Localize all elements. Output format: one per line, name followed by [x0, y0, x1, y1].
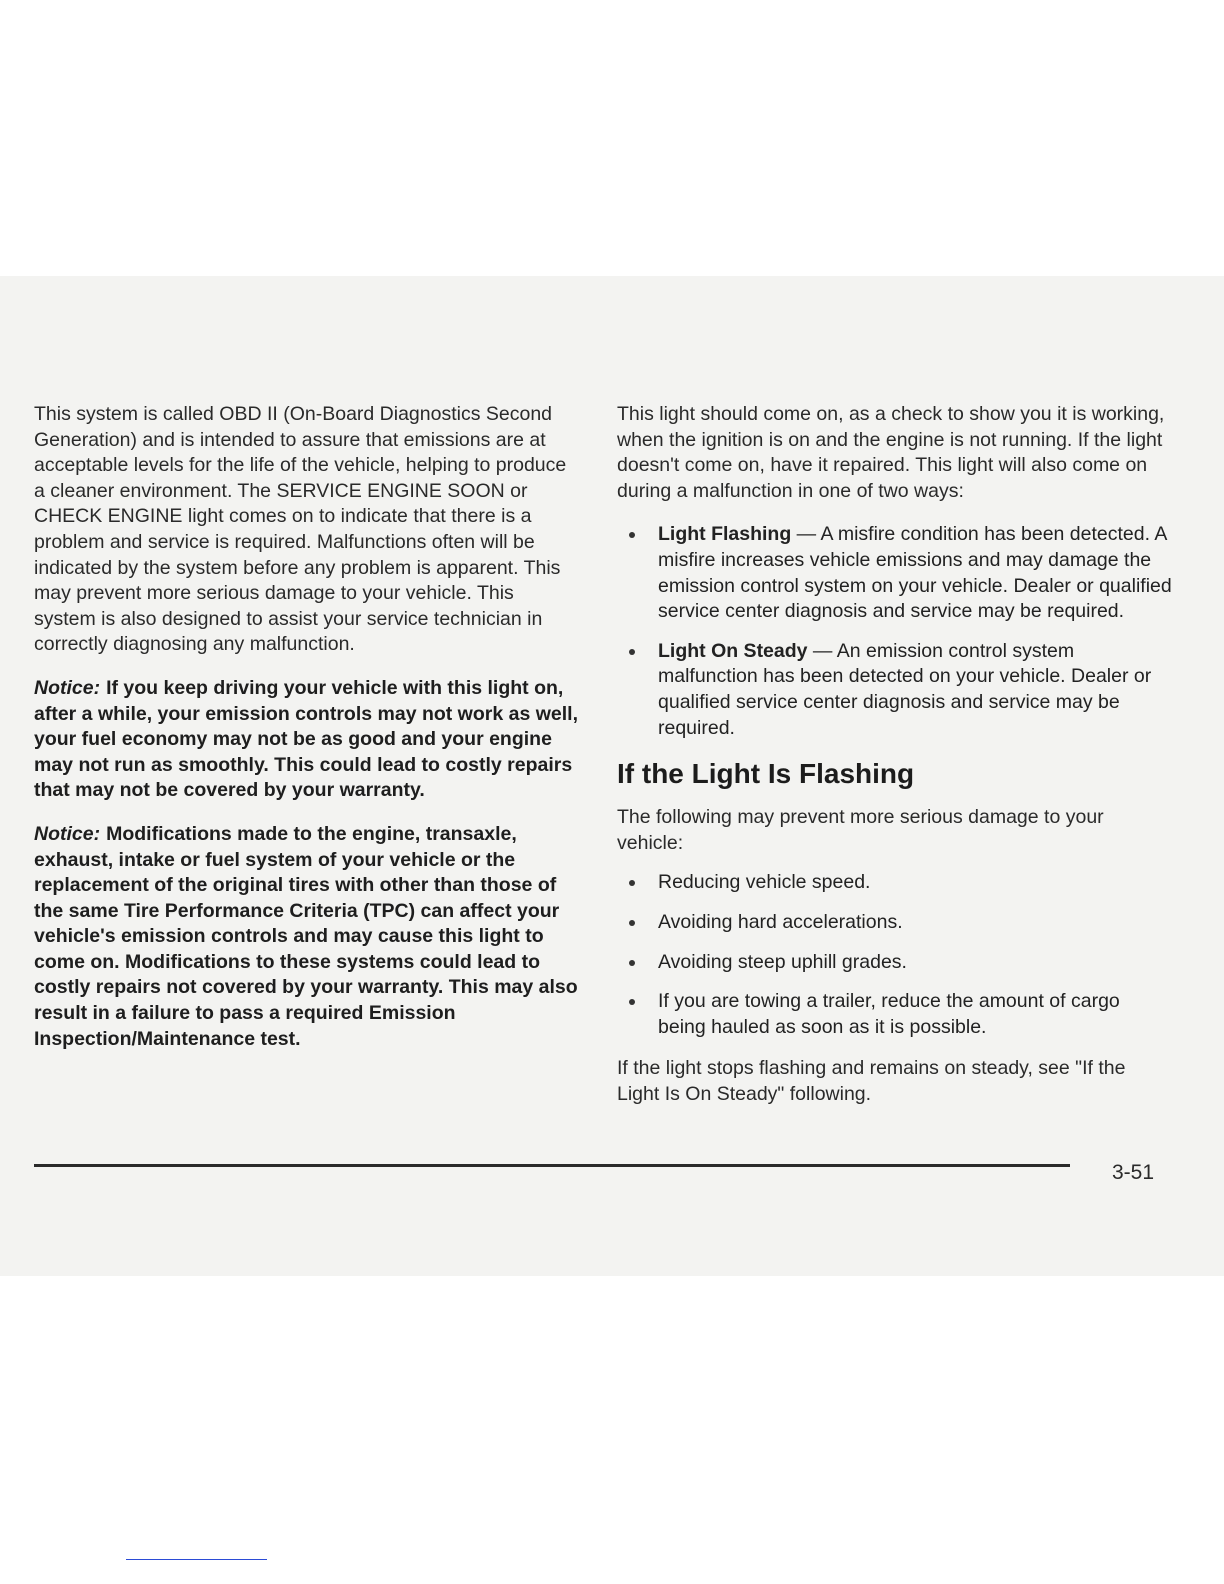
notice-driving-with-light: [34, 676, 579, 804]
list-item-text: Avoiding steep uphill grades.: [658, 950, 907, 973]
closing-paragraph: If the light stops flashing and remains on steady, see "If the Light Is On Steady" following.: [617, 1057, 1126, 1105]
list-item: [617, 950, 1172, 976]
mode-term: Light On Steady: [658, 639, 808, 662]
list-item: [617, 870, 1172, 896]
notice-text: If you keep driving your vehicle with this light on, after a while, your emission controls may not work as well, your fuel economy may not be as good and your engine may not run as smoothly. This could lead to costly repairs that may not be covered by your warranty.: [34, 676, 578, 802]
bullet-icon: [629, 999, 635, 1005]
prevent-damage-intro: The following may prevent more serious damage to your vehicle:: [617, 806, 1104, 854]
notice-modifications: [34, 822, 579, 1052]
section-heading: If the Light Is Flashing: [617, 758, 915, 790]
light-check-paragraph: This light should come on, as a check to show you it is working, when the ignition is on and the engine is not running. If the light doesn't come on, have it repaired. This light will also come on during a malfunction in one of two ways:: [617, 403, 1165, 502]
mode-term: Light Flashing: [658, 523, 792, 546]
prevent-damage-list: [617, 870, 1172, 1040]
list-item-text: Reducing vehicle speed.: [658, 871, 871, 894]
link-underline-divider: [126, 1559, 267, 1560]
bullet-icon: [629, 960, 635, 966]
bullet-icon: [629, 649, 635, 655]
list-item: [617, 989, 1172, 1040]
malfunction-modes-list: [617, 522, 1172, 741]
notice-label: Notice:: [34, 822, 101, 845]
list-item-text: Avoiding hard accelerations.: [658, 910, 903, 933]
bullet-icon: [629, 880, 635, 886]
list-item: [617, 639, 1172, 741]
notice-text: Modifications made to the engine, transaxle, exhaust, intake or fuel system of your vehicle or the replacement of the original tires with other than those of the same Tire Performance Criteria (TPC) can affect your vehicle's emission controls and may cause this light to come on. Modifications to these systems could lead to costly repairs not covered by your warranty. This may also result in a failure to pass a required Emission Inspection/Maintenance test.: [34, 822, 578, 1050]
list-item: [617, 910, 1172, 936]
bullet-icon: [629, 532, 635, 538]
left-column: [34, 402, 579, 1070]
right-column: [617, 402, 1172, 1125]
mode-description: — An emission control system malfunction has been detected on your vehicle. Dealer or qualified service center diagnosis and service may be required.: [658, 639, 1152, 739]
notice-label: Notice:: [34, 676, 101, 699]
list-item-text: If you are towing a trailer, reduce the amount of cargo being hauled as soon as it is possible.: [658, 990, 1120, 1038]
footer-rule: [34, 1164, 1070, 1167]
list-item: [617, 522, 1172, 624]
page-number: 3-51: [1112, 1161, 1155, 1184]
obd-intro-paragraph: This system is called OBD II (On-Board Diagnostics Second Generation) and is intended to assure that emissions are at acceptable levels for the life of the vehicle, helping to produce a cleaner environment. The SERVICE ENGINE SOON or CHECK ENGINE light comes on to indicate that there is a problem and service is required. Malfunctions often will be indicated by the system before any problem is apparent. This may prevent more serious damage to your vehicle. This system is also designed to assist your service technician in correctly diagnosing any malfunction.: [34, 403, 567, 656]
bullet-icon: [629, 920, 635, 926]
mode-description: — A misfire condition has been detected. A misfire increases vehicle emissions and may damage the emission control system on your vehicle. Dealer or qualified service center diagnosis and service may be required.: [658, 523, 1172, 623]
